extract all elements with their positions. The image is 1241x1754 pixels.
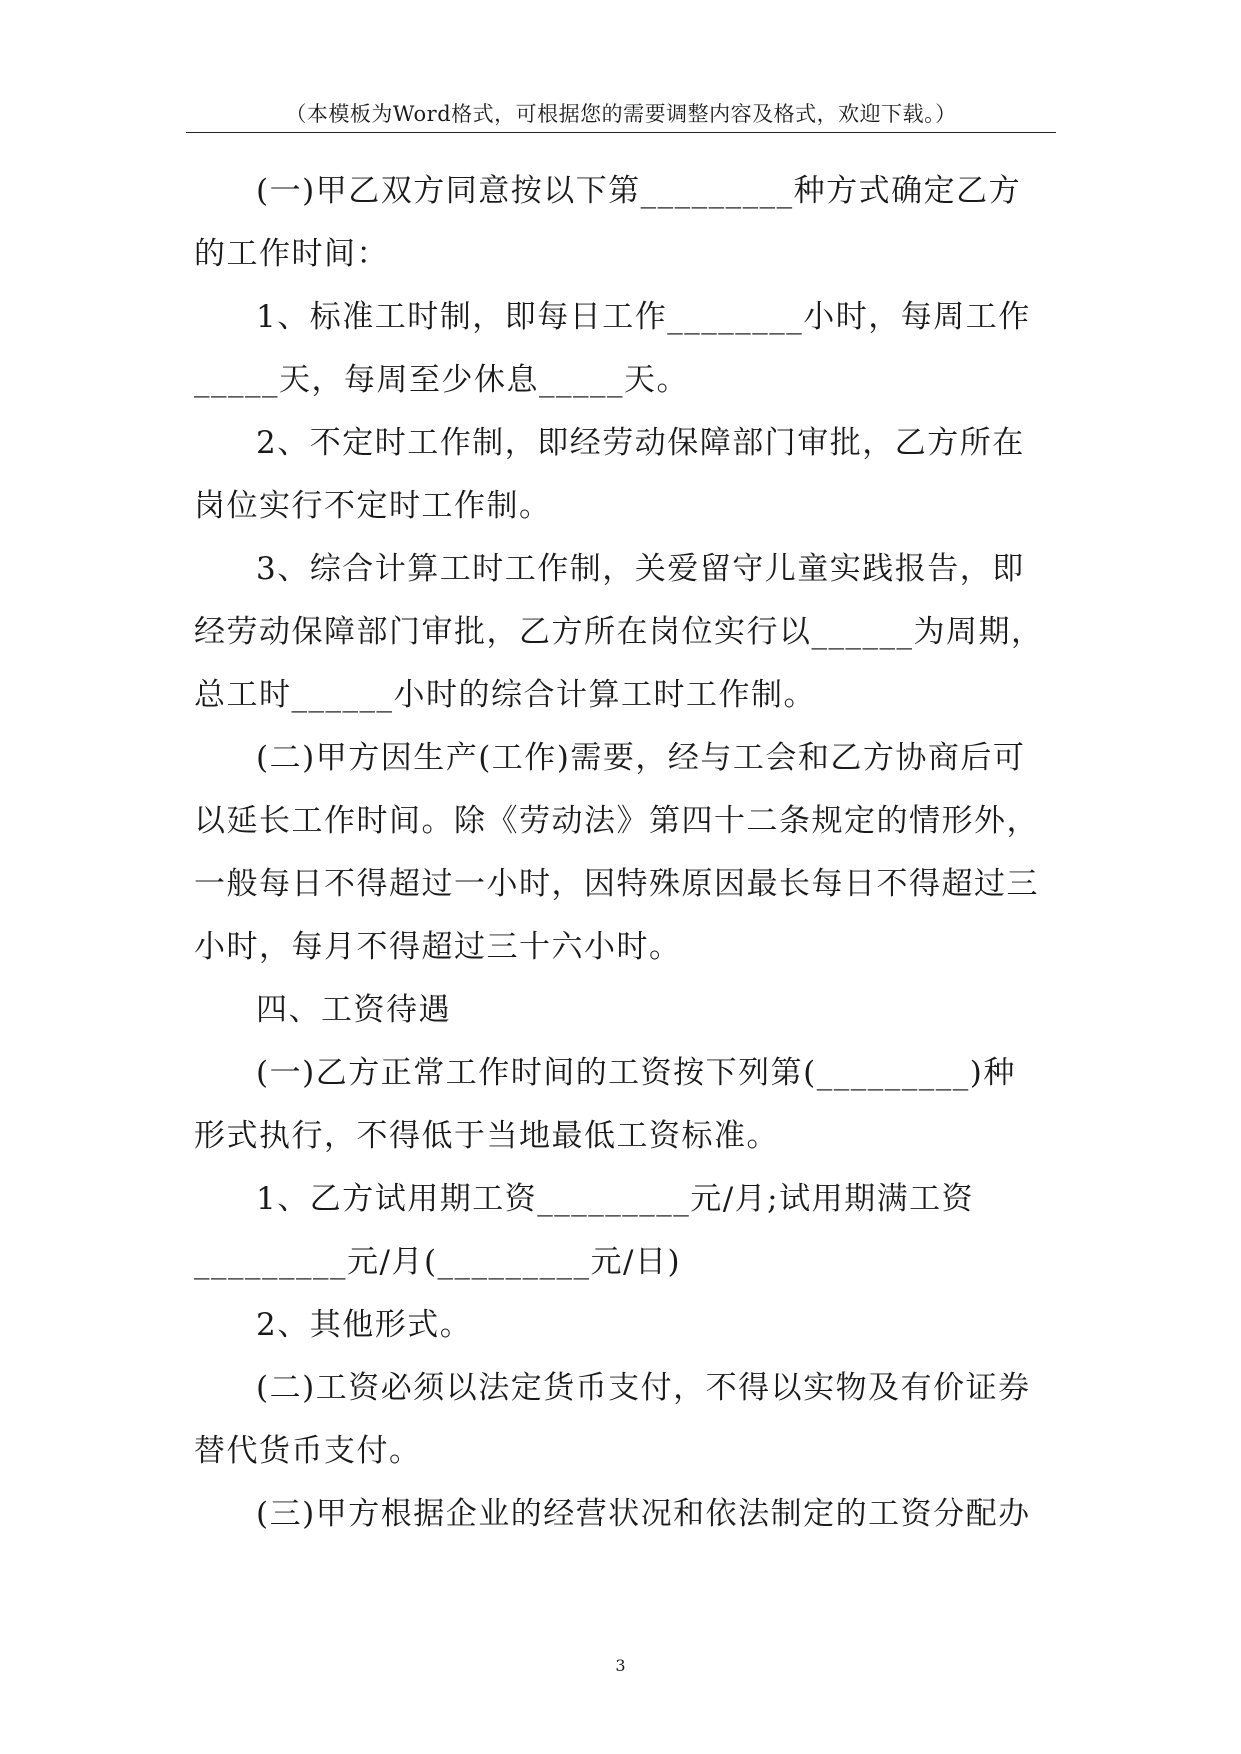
text-line: 小时，每月不得超过三十六小时。	[194, 929, 682, 965]
text-line: 经劳动保障部门审批，乙方所在岗位实行以______为周期，	[194, 614, 1044, 650]
text-line: 的工作时间：	[194, 236, 389, 272]
text-line: 2、不定时工作制，即经劳动保障部门审批，乙方所在	[256, 425, 1025, 461]
text-line: 3、综合计算工时工作制，关爱留守儿童实践报告，即	[256, 551, 1025, 587]
text-line: 2、其他形式。	[256, 1307, 473, 1343]
text-line: 岗位实行不定时工作制。	[194, 488, 552, 524]
template-notice: （本模板为Word格式，可根据您的需要调整内容及格式，欢迎下载。）	[285, 102, 957, 126]
text-line: 替代货币支付。	[194, 1433, 422, 1469]
text-line: 1、乙方试用期工资_________元/月;试用期满工资	[256, 1181, 975, 1217]
text-line: (三)甲方根据企业的经营状况和依法制定的工资分配办	[256, 1496, 1031, 1532]
contract-body	[194, 160, 1054, 1546]
text-line: 以延长工作时间。除《劳动法》第四十二条规定的情形外，	[194, 803, 1039, 839]
text-line: (二)工资必须以法定货币支付，不得以实物及有价证券	[256, 1370, 1031, 1406]
text-line: (二)甲方因生产(工作)需要，经与工会和乙方协商后可	[256, 740, 1026, 776]
header-divider	[186, 132, 1056, 133]
section-heading: 四、工资待遇	[256, 992, 451, 1028]
page-number: 3	[615, 1656, 626, 1675]
text-line: _____天，每周至少休息_____天。	[194, 362, 689, 398]
text-line: 形式执行，不得低于当地最低工资标准。	[194, 1118, 779, 1154]
text-line: 1、标准工时制，即每日工作________小时，每周工作	[256, 299, 1031, 335]
text-line: (一)甲乙双方同意按以下第_________种方式确定乙方	[256, 173, 1022, 209]
text-line: 总工时______小时的综合计算工时工作制。	[194, 677, 816, 713]
text-line: 一般每日不得超过一小时，因特殊原因最长每日不得超过三	[194, 866, 1039, 902]
text-line: _________元/月(_________元/日)	[194, 1244, 682, 1280]
text-line: (一)乙方正常工作时间的工资按下列第(_________)种	[256, 1055, 1016, 1091]
